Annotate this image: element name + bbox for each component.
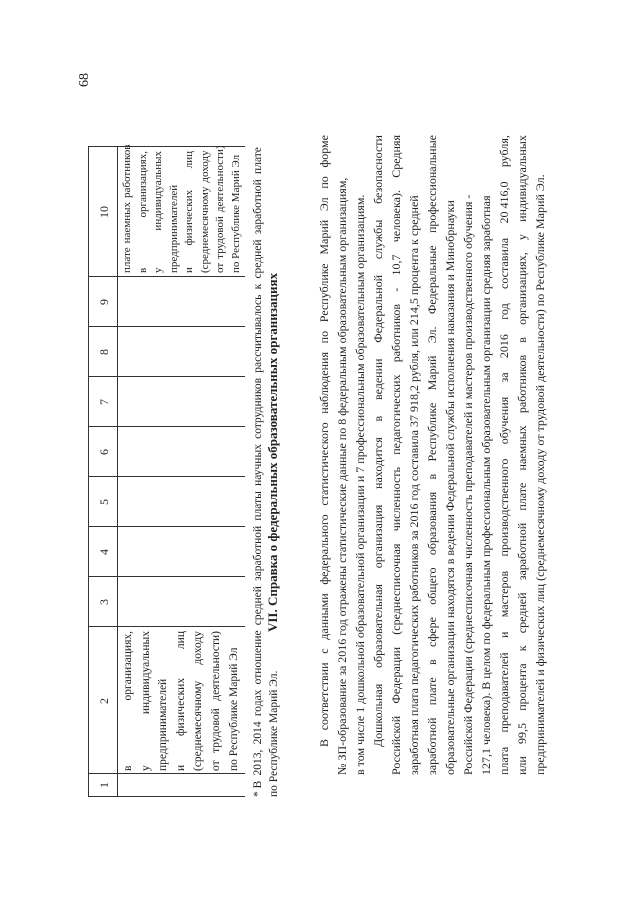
text-segment: процента [515, 663, 529, 711]
text-segment: у [515, 234, 529, 241]
text-segment: организациях, [136, 151, 149, 218]
text-segment: к [252, 283, 264, 290]
text-segment: трудовой [214, 216, 226, 259]
text-segment: в [425, 659, 439, 665]
text-segment: год [497, 303, 511, 320]
col-number-5: 5 [97, 499, 111, 505]
text-segment: образовательная [371, 584, 385, 668]
cell-line [190, 631, 208, 771]
text-segment: у [152, 267, 164, 273]
text-segment: организация [371, 504, 385, 569]
col-divider-1 [88, 773, 245, 774]
text-segment: заработной [252, 179, 264, 235]
body-line [441, 135, 459, 775]
cell-line [138, 631, 156, 771]
text-segment: 10,7 [389, 254, 403, 276]
text-segment: наемных [515, 425, 529, 471]
text-segment: 99,5 [515, 722, 529, 744]
text-segment: Марий [317, 219, 331, 255]
body-line [351, 135, 369, 775]
body-text [315, 135, 549, 775]
text-segment: в [122, 765, 134, 771]
text-segment: общего [425, 567, 439, 605]
cell-line [151, 151, 167, 273]
text-segment: Эл [317, 197, 331, 212]
text-segment: средней [515, 592, 529, 634]
body-line [513, 135, 531, 775]
col-divider-2 [88, 626, 245, 627]
text-segment: человека). [389, 190, 403, 243]
text-segment: Российской [389, 715, 403, 775]
text-segment: в [136, 267, 149, 273]
text-segment: в [515, 337, 529, 343]
body-line [315, 135, 333, 775]
text-segment: физических [174, 677, 187, 736]
text-segment: Республике [317, 263, 331, 323]
cell-line [155, 631, 173, 771]
text-segment: индивидуальных [515, 135, 529, 222]
text-segment: службы [371, 219, 385, 260]
text-segment: плата [497, 746, 511, 775]
text-segment: 2013, [252, 749, 264, 776]
text-segment: профессиональные [425, 135, 439, 234]
table-cell-col10 [120, 144, 244, 273]
cell-line [120, 631, 138, 771]
text-segment: Республике [425, 402, 439, 462]
text-segment: деятельности) [209, 631, 222, 701]
text-segment: образовательные организации находятся в ведении Федеральной службы исполнения наказания и Минобрнауки [443, 200, 457, 775]
text-segment: преподавателей [497, 652, 511, 733]
text-segment: лиц [183, 151, 195, 169]
col-number-1: 1 [97, 782, 111, 788]
text-segment: предпринимателей [157, 678, 170, 771]
text-segment: доходу [198, 150, 211, 183]
cell-line [208, 631, 226, 771]
text-segment: статистического [317, 422, 331, 506]
col-divider-7 [88, 376, 245, 377]
text-segment: 127,1 человека). В целом по федеральным профессиональным образовательным организации средняя заработная [479, 195, 493, 775]
col-divider-8 [88, 326, 245, 327]
text-segment: производственного [497, 458, 511, 557]
body-line [459, 135, 477, 775]
col-divider-9 [88, 276, 245, 277]
text-segment: отношение [252, 630, 264, 685]
col-number-7: 7 [97, 399, 111, 405]
body-line [477, 135, 495, 775]
text-segment: платы [252, 491, 264, 521]
text-segment: 20 416,0 [497, 181, 511, 224]
text-segment: соответствии [317, 662, 331, 731]
col-divider-4 [88, 526, 245, 527]
col-number-6: 6 [97, 449, 111, 455]
text-segment: федерального [317, 514, 331, 585]
text-segment: средней [252, 239, 264, 279]
text-segment: рубля, [497, 135, 511, 168]
text-segment: В [317, 738, 331, 747]
text-segment: предпринимателей и физических лиц (среднемесячному доходу от трудовой деятельности) по Республике Марий Эл. [533, 174, 547, 775]
text-segment: (среднесписочная [389, 543, 403, 635]
text-segment: заработной [252, 525, 264, 581]
text-segment: научных [252, 444, 264, 486]
text-segment: рассчитывалось [252, 294, 264, 373]
cell-line [173, 631, 191, 771]
text-segment: деятельности) [214, 145, 226, 213]
text-segment: от [214, 262, 226, 273]
text-segment: по Республике Марий Эл [229, 154, 242, 273]
text-segment: в [425, 473, 439, 480]
text-segment: за [497, 372, 511, 383]
text-segment: численность [389, 467, 403, 532]
col-number-4: 4 [97, 549, 111, 555]
text-segment: (среднемесячному [192, 680, 205, 771]
text-segment: данными [317, 593, 331, 640]
col-number-9: 9 [97, 299, 111, 305]
col-number-3: 3 [97, 599, 111, 605]
text-segment: индивидуальных [152, 151, 164, 231]
text-segment: средней [252, 586, 264, 626]
text-segment: Эл. [425, 326, 439, 344]
text-segment: предпринимателей [167, 184, 180, 273]
body-line [531, 135, 549, 775]
cell-line [182, 151, 198, 273]
text-segment: заработной [515, 522, 529, 581]
text-segment: в [371, 415, 385, 422]
text-segment: от [209, 760, 222, 771]
text-segment: по [317, 330, 331, 344]
text-segment: Федеральной [371, 274, 385, 343]
col-number-8: 8 [97, 349, 111, 355]
text-segment: безопасности [371, 135, 385, 204]
cell-line [213, 145, 229, 273]
text-segment: наемных [121, 201, 133, 244]
text-segment: работников [515, 354, 529, 414]
text-segment: с [317, 648, 331, 654]
text-segment: форме [317, 135, 331, 168]
text-segment: доходу [192, 631, 205, 665]
text-segment: обучения [497, 396, 511, 445]
text-segment: педагогических [389, 374, 403, 455]
text-segment: заработная плата педагогических работников за 2016 год составила 37 918,2 рубля, или 214,5 процента к средней [407, 195, 421, 775]
text-segment: Дошкольная [371, 683, 385, 747]
text-segment: по Республике Марий Эл. [268, 670, 280, 797]
text-segment: индивидуальных [139, 631, 152, 715]
body-line [405, 135, 423, 775]
cell-line [136, 151, 152, 273]
text-segment: мастеров [497, 570, 511, 618]
text-segment: организациях, [515, 252, 529, 325]
text-segment: сотрудников [252, 377, 264, 439]
text-segment: и [497, 631, 511, 639]
text-segment: работников [389, 304, 403, 363]
cell-line [167, 151, 183, 273]
text-segment: ведении [371, 358, 385, 401]
text-segment: лиц [174, 631, 187, 650]
text-segment: - [389, 287, 403, 292]
cell-line [198, 151, 214, 273]
text-segment: Российской Федерации (среднесписочная численность преподавателей и мастеров производственного обучения - [461, 194, 475, 775]
cell-line [229, 151, 245, 273]
text-segment: 2014 [252, 721, 264, 745]
text-segment: и [174, 764, 187, 771]
text-segment: (среднемесячному [198, 186, 211, 273]
section-heading: VII. Справка о федеральных образовательных организациях [265, 272, 280, 633]
cell-line [226, 631, 244, 771]
text-segment: Федеральные [425, 245, 439, 315]
table-top-border [88, 147, 89, 797]
body-line [423, 135, 441, 775]
text-segment: Средняя [389, 135, 403, 178]
table-left-border [88, 796, 245, 797]
body-line [369, 135, 387, 775]
col-divider-3 [88, 576, 245, 577]
text-segment: у [139, 765, 152, 771]
text-segment: наблюдения [317, 352, 331, 414]
cell-line [120, 144, 136, 273]
text-segment: организациях, [122, 631, 134, 701]
text-segment: образования [425, 491, 439, 556]
text-segment: годах [252, 689, 264, 717]
text-segment: 2016 [497, 334, 511, 359]
page-number: 68 [77, 73, 92, 87]
body-line [333, 135, 351, 775]
table-header-divider [117, 147, 118, 797]
text-segment: работников [121, 144, 133, 198]
col-number-2: 2 [97, 698, 111, 704]
body-line [387, 135, 405, 775]
text-segment: к [515, 645, 529, 652]
text-segment: составила [497, 237, 511, 289]
col-number-10: 10 [97, 206, 111, 218]
footnote-line [250, 147, 266, 797]
text-segment: плате [515, 482, 529, 511]
col-divider-5 [88, 476, 245, 477]
text-segment: сфере [425, 617, 439, 647]
text-segment: трудовой [209, 708, 222, 753]
text-segment: в том числе 1 дошкольной образовательной организации и 7 профессиональным образовательным организациям. [353, 194, 367, 775]
text-segment: или [515, 756, 529, 775]
text-segment: плате [121, 247, 133, 273]
text-segment: по [317, 176, 331, 189]
text-segment: Марий [425, 355, 439, 391]
text-segment: * В [252, 780, 264, 797]
text-segment: по Республике Марий Эл [227, 647, 240, 771]
text-segment: плате [425, 677, 439, 706]
text-segment: физических [183, 189, 195, 246]
text-segment: и [183, 267, 195, 273]
text-segment: плате [252, 147, 264, 174]
col-divider-6 [88, 426, 245, 427]
text-segment: Федерации [389, 646, 403, 704]
text-segment: заработной [425, 717, 439, 775]
text-segment: находится [371, 437, 385, 489]
table-cell-col2 [120, 631, 243, 771]
text-segment: № ЗП-образование за 2016 год отражены статистические данные по 8 федеральным образовательным организациям, [335, 177, 349, 775]
body-line [495, 135, 513, 775]
